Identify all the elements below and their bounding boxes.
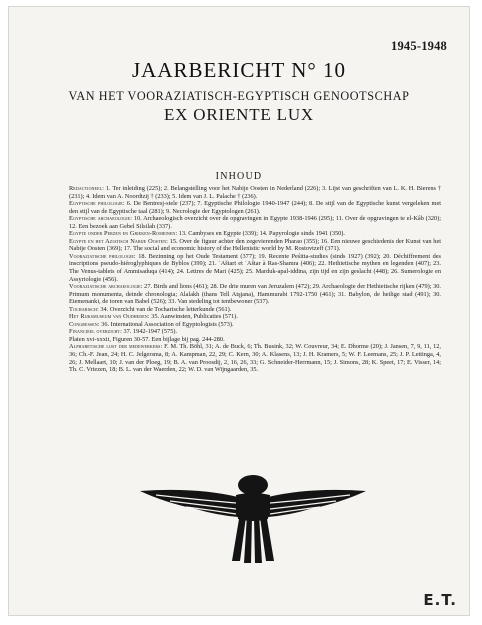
toc-section-label: Egypte onder Perzen en Grieken-Romeinen:: [69, 230, 178, 238]
toc-entry-text: 36. International Association of Egyptologists (573).: [99, 320, 234, 328]
toc-entry-text: 27. Birds and lions (461); 28. De drie muren van Jeruzalem (472); 29. Archaeologie der Hethietische rijken (479); 30. Primum monumenta, deinde chronologia; Alalakh (thans Tell Atşjana), Hammurabi 1792-1750 (461); 31. Babylon, de heilige stad (491); 30. Etemenanki, de toren van Babel (526); 33. Van stedeling tot tentbewoner (537).: [69, 283, 441, 306]
cover-title: JAARBERICHT N° 10: [131, 58, 347, 82]
toc-entry: [69, 321, 441, 329]
toc-entry: [69, 238, 441, 253]
toc-entry-text: 6. De Bentresj-stele (237); 7. Egyptische Philologie 1940-1947 (244); 8. De stijl van de Egyptische kunst vergeleken met den stijl van de Egyptische taal (281); 9. Necrologie der Egyptologen (261).: [69, 200, 442, 215]
toc-entry: [69, 328, 441, 336]
toc-section-label: Congressen:: [69, 320, 100, 328]
cover-motto: EX ORIENTE LUX: [163, 105, 314, 124]
toc-entry-text: 13. Cambyses en Egypte (339); 14. Papyrologie sinds 1941 (350).: [177, 230, 345, 238]
toc-entry: [69, 313, 441, 321]
toc-section-label: Egyptische philologie:: [69, 200, 125, 208]
toc-entry: [69, 230, 441, 238]
toc-entry: [69, 336, 441, 344]
book-cover: [8, 6, 470, 616]
toc-entry-text: 18. Bezinning op het Oude Testament (377); 19. Recente Peśitta-studies (sinds 1927) (392); 20. Déchiffrement des inscriptions pseudo-hiéroglyphiques de Byblos (399); 21. ʿAštart et ʿAštar à Ras-Shamra (406); 22. Hethietische mythen en legenden (407); 23. The Venus-tablets of Ammisaduqa (414); 24. Lettres de Mari (425); 25. Marduk-apal-iddina, zijn tijd en zijn geslacht (448); 26. Sumerologie en Assyriologie (456).: [69, 252, 441, 283]
toc-entry: [69, 200, 441, 215]
toc-section-label: Vooraziatische philologie:: [69, 252, 136, 260]
publication-years: 1945-1948: [391, 39, 447, 53]
toc-entry: [69, 343, 441, 373]
toc-entry-text: 1. Ter inleiding (225); 2. Belangstelling voor het Nabije Oosten in Nederland (226); 3. Lijst van geschriften van L. K. H. Bierens † (231); 4. Idem van A. Noordtzij † (233); 5. Idem van J. L. Palache † (236).: [69, 185, 441, 200]
toc-entry: [69, 306, 441, 314]
contents-heading: INHOUD: [215, 171, 263, 182]
toc-section-label: Tocharisch:: [69, 305, 99, 313]
toc-section-label: Financieel overzicht:: [69, 328, 122, 336]
toc-entry-text: Platen xvi-xxxii, Figuren 30-57. Een bijlage bij pag. 244-280.: [69, 335, 225, 343]
toc-section-label: Alphabetische lijst der medewerkers:: [69, 343, 163, 351]
toc-entry-text: 10. Archaeologisch overzicht over de opgravingen in Egypte 1938-1946 (295); 11. Over de opgravingen te el-Kâb (320); 12. Een bezoek aan Gebel Silsilah (337).: [69, 215, 441, 230]
cover-subtitle: VAN HET VOORAZIATISCH-EGYPTISCH GENOOTSCHAP: [68, 89, 410, 103]
toc-entry-text: 15. Over de figuur achter den zegevierenden Pharao (355); 16. Een nieuwe geschiedenis der Kunst van het Nabije Oosten (369); 17. The social and economic history of the Hellenistic world by M. Rostovtzeff (371).: [69, 237, 441, 253]
toc-section-label: Redactioneel:: [69, 185, 105, 192]
toc-section-label: Vooraziatische archaeologie:: [69, 283, 143, 291]
toc-entry-text: F. M. Th. Böhl, 31; A. de Buck, 6; Th. Busink, 32; W. Couvreur, 34; E. Dhorme (20); J. Jansen, 7, 9, 11, 12, 36; Ch.-F. Jean, 24; H. C. Jelgersma, 8; A. Kampman, 22, 29; C. Kern, 30; A. Klasens, 13; J. H. Kramers, 5; W. F. Leemans, 25; J. P. Lettinga, 4, 26; J. Mellaart, 10; J. van der Ploeg, 19; B. A. van Proosdij, 2, 16, 26, 33; G. Schneider-Herrmann, 15; J. Simons, 28; K. Speet, 17; E. Visser, 14; Th. C. Vriezen, 18; B. L. van der Waerden, 22; W. D. van Wijngaarden, 35.: [69, 343, 441, 374]
toc-section-label: Het Rijksmuseum van Oudheden:: [69, 313, 150, 321]
table-of-contents: [69, 185, 441, 374]
toc-entry: [69, 283, 441, 306]
toc-entry: [69, 185, 441, 200]
watermark: E.T.: [423, 591, 457, 609]
winged-sun-icon: [136, 473, 370, 565]
toc-entry: [69, 253, 441, 283]
toc-section-label: Egyptische archaeologie:: [69, 215, 133, 223]
toc-entry-text: 34. Overzicht van de Tocharische letterkunde (561).: [98, 305, 232, 313]
toc-entry-text: 37. 1942-1947 (575).: [121, 328, 178, 336]
toc-section-label: Egypte en het Aziatisch Nabije Oosten:: [69, 237, 168, 245]
toc-entry-text: 35. Aanwinsten, Publicaties (571).: [149, 313, 238, 321]
toc-entry: [69, 215, 441, 230]
